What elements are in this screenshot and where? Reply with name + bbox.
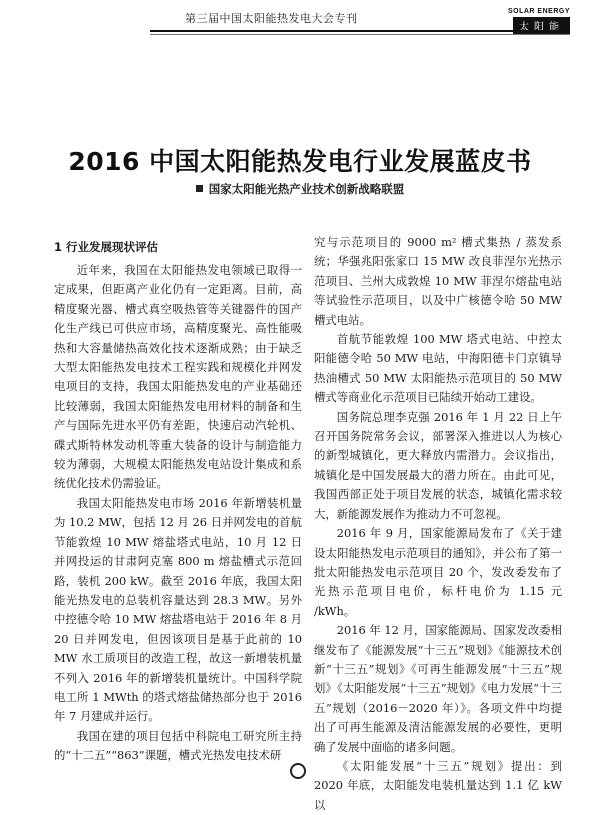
author-name: 国家太阳能光热产业技术创新战略联盟 — [208, 182, 405, 196]
paragraph: 我国在建的项目包括中科院电工研究所主持的“十二五”“863”课题，槽式光热发电技术研 — [54, 728, 302, 763]
left-column — [54, 238, 302, 766]
header-rule-thin — [150, 34, 570, 35]
header-rule — [150, 30, 570, 32]
page-marker-icon — [290, 763, 306, 779]
brand-english: SOLAR ENERGY — [507, 8, 570, 15]
paragraph: 2016 年 9 月，国家能源局发布了《关于建设太阳能热发电示范项目的通知》，并公布了第一批太阳能热发电示范项目 20 个，发改委发布了光热示范项目电价，标杆电价为 1.15 元 /kWh。 — [314, 526, 562, 618]
paragraph: 我国太阳能热发电市场 2016 年新增装机量为 10.2 MW，包括 12 月 26 日并网发电的首航节能敦煌 10 MW 熔盐塔式电站，10 月 12 日并网投运的甘肃阿克塞 800 m 熔盐槽式示范回路，装机 200 kW。截至 2016 年底，我国太阳能光热发电的总装机容量达到 28.3 MW。另外中控德令哈 10 MW 熔盐塔电站于 2016 年 8 月 20 日并网发电，但因该项目是基于此前的 10 MW 水工质项目的改造工程，故这一新增装机量不列入 2016 年的新增装机量统计。中国科学院电工所 1 MWth 的塔式熔盐储热部分也于 2016 年 7 月建成并运行。 — [54, 495, 302, 724]
paragraph: 近年来，我国在太阳能热发电领域已取得一定成果，但距离产业化仍有一定距离。目前，高精度聚光器、槽式真空吸热管等关键器件的国产化生产线已可供应市场，高精度聚光、高性能吸热和大容量储热高效化技术逐渐成熟；由于缺乏大型太阳能热发电技术工程实践和规模化并网发电项目的支持，我国太阳能热发电的产业基础还比较薄弱，我国太阳能热发电用材料的制备和生产与国际先进水平仍有差距，快速启动汽轮机、碟式斯特林发动机等重大装备的设计与制造能力较为薄弱，大规模太阳能热发电站设计集成和系统优化技术仍需验证。 — [54, 263, 302, 491]
article-title: 2016 中国太阳能热发电行业发展蓝皮书 — [68, 147, 532, 176]
paragraph: 首航节能敦煌 100 MW 塔式电站、中控太阳能德令哈 50 MW 电站，中海阳德卡门京镇导热油槽式 50 MW 太阳能热示范项目的 50 MW 槽式等商业化示范项目已陆续开始动工建设。 — [314, 332, 562, 405]
article-author — [0, 181, 600, 197]
paragraph: 国务院总理李克强 2016 年 1 月 22 日上午召开国务院常务会议，部署深入推进以人为核心的新型城镇化，更大释放内需潜力。会议指出，城镇化是中国发展最大的潜力所在。由此可见，我国西部正处于项目发展的状态，城镇化需求较大，新能源发展作为推动力不可忽视。 — [314, 409, 562, 521]
right-column — [314, 233, 562, 815]
paragraph: 2016 年 12 月，国家能源局、国家发改委相继发布了《能源发展“十三五”规划》《能源技术创新“十三五”规划》《可再生能源发展“十三五”规划》《太阳能发展“十三五”规划》《电力发展“十三五”规划（2016－2020 年）》。各项文件中均提出了可再生能源及清洁能源发展的必要性，更明确了发展中面临的诸多问题。 — [314, 623, 563, 754]
paragraph: 《太阳能发展“十三五”规划》提出：到 2020 年底，太阳能发电装机量达到 1.1 亿 kW 以 — [314, 758, 562, 812]
square-bullet-icon — [196, 185, 203, 192]
section-heading: 1 行业发展现状评估 — [54, 240, 159, 254]
paragraph: 究与示范项目的 9000 m² 槽式集热 / 蒸发系统；华强兆阳张家口 15 MW 改良菲涅尔光热示范项目、兰州大成敦煌 10 MW 菲涅尔熔盐电站等试验性示范项目，以及中广核德令哈 50 MW 槽式电站。 — [314, 235, 562, 327]
brand-chinese: 太阳能 — [513, 17, 570, 34]
journal-header: 第三届中国太阳能热发电大会专刊 — [185, 12, 358, 25]
